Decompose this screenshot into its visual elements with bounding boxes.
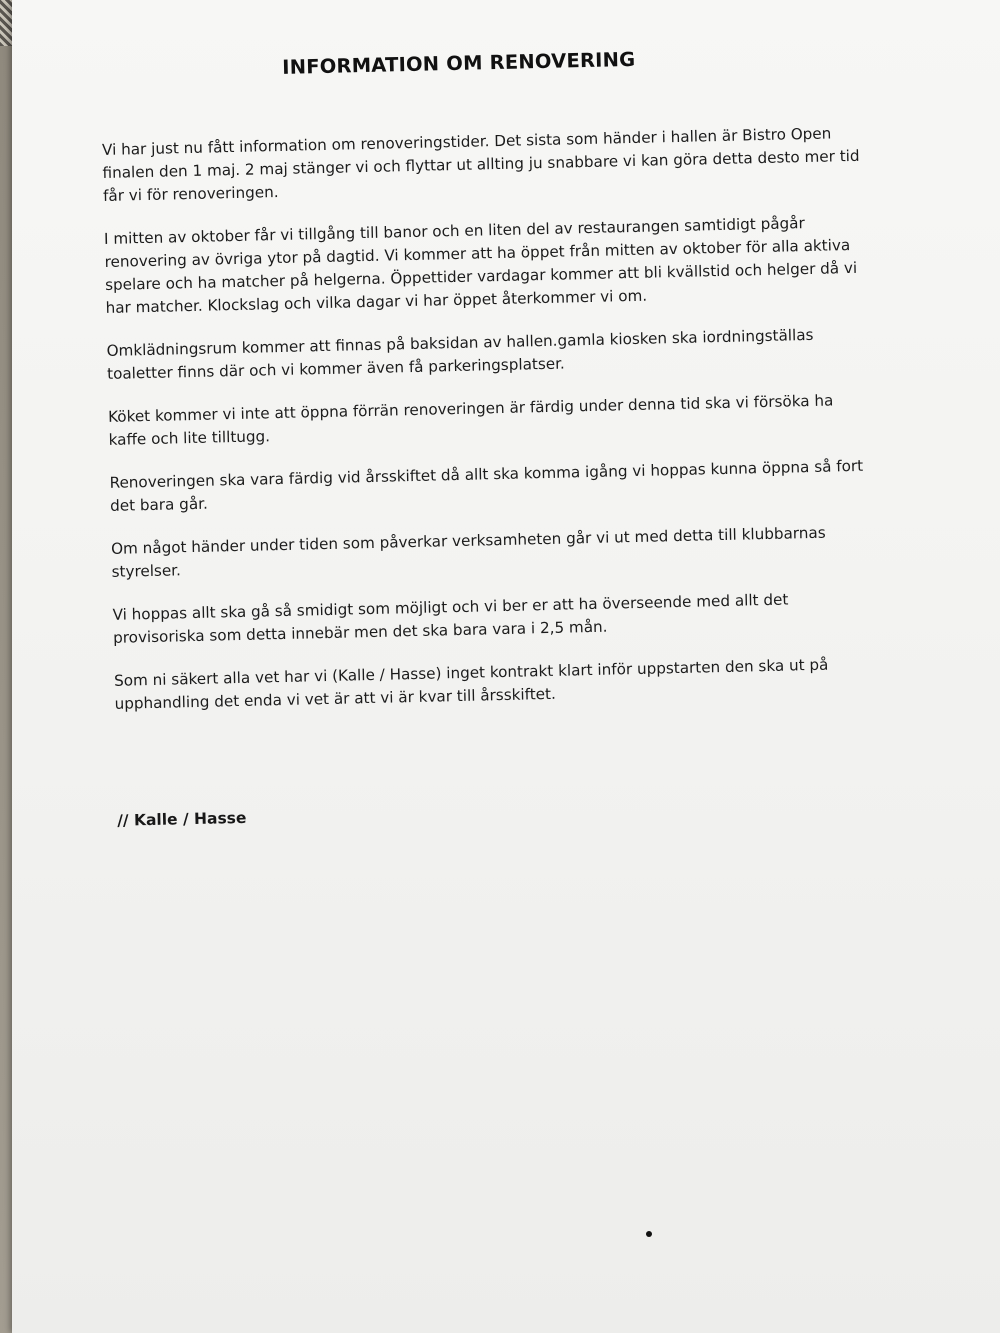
paper-sheet (12, 0, 1000, 1333)
paragraph-october-access: I mitten av oktober får vi tillgång till banor och en liten del av restaurangen samtidigt pågår renovering av övriga ytor på dagtid. Vi kommer att ha öppet från mitten av oktober för alla aktiva spelare och ha matcher på helgerna. Öppettider vardagar kommer att bli kvällstid och helger då vi har matcher. Klockslag och vilka dagar vi har öppet återkommer vi om. (103, 214, 858, 317)
paragraph-contract: Som ni säkert alla vet har vi (Kalle / Hasse) inget kontrakt klart inför uppstarten den ska ut på upphandling det enda vi vet är att vi är kvar till årsskiftet. (113, 655, 829, 713)
paragraph-completion: Renoveringen ska vara färdig vid årsskiftet då allt ska komma igång vi hoppas kunna öppna så fort det bara går. (109, 456, 864, 515)
signature: // Kalle / Hasse (117, 808, 247, 830)
paragraph-provisional: Vi hoppas allt ska gå så smidigt som möjligt och vi ber er att ha överseende med allt det provisoriska som detta innebär men det ska bara vara i 2,5 mån. (112, 590, 789, 647)
document-title: INFORMATION OM RENOVERING (281, 47, 636, 79)
paragraph-kitchen: Köket kommer vi inte att öppna förrän renoveringen är färdig under denna tid ska vi försöka ha kaffe och lite tilltugg. (107, 391, 834, 449)
ink-dot (646, 1231, 652, 1237)
paragraph-club-boards: Om något händer under tiden som påverkar verksamheten går vi ut med detta till klubbarnas styrelser. (110, 523, 826, 581)
document-content (100, 43, 877, 830)
paragraph-renovation-times: Vi har just nu fått information om renoveringstider. Det sista som händer i hallen är Bistro Open finalen den 1 maj. 2 maj stänger vi och flyttar ut allting ju snabbare vi kan göra detta desto mer tid får vi för renoveringen. (101, 124, 860, 205)
paragraph-changing-rooms: Omklädningsrum kommer att finnas på baksidan av hallen.gamla kiosken ska iordningställas toaletter finns där och vi kommer även få parkeringsplatser. (106, 325, 814, 383)
